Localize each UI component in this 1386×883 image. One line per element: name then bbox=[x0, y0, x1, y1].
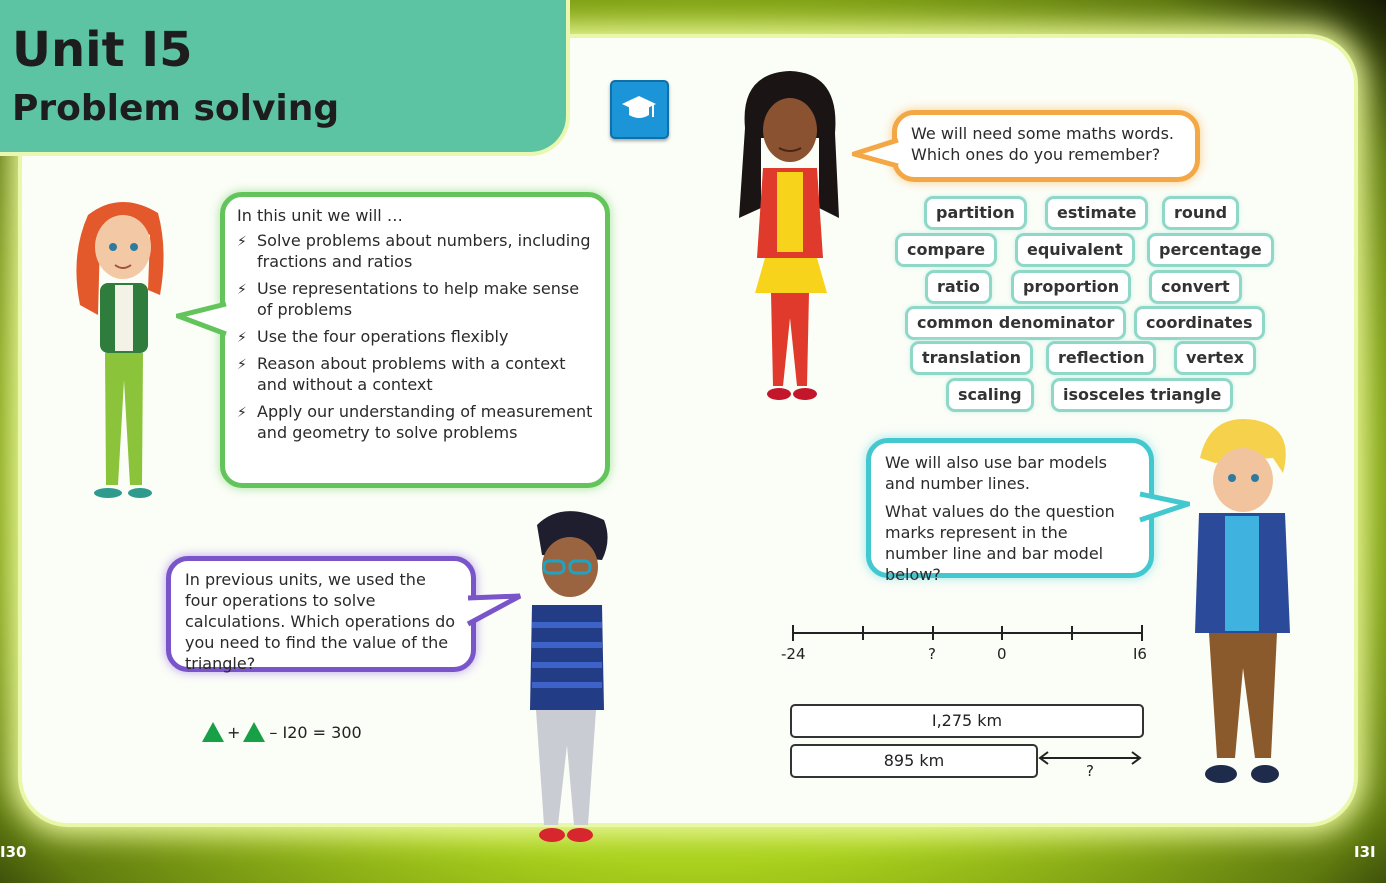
lightning-bolt-icon: ⚡ bbox=[237, 330, 247, 346]
maths-word-tag: partition bbox=[924, 196, 1027, 230]
plus-sign: + bbox=[227, 722, 241, 742]
speech-tail bbox=[176, 300, 228, 340]
girl-curly-hair-illustration bbox=[735, 68, 845, 408]
operations-speech-bubble bbox=[166, 556, 476, 672]
maths-word-tag: compare bbox=[895, 233, 997, 267]
girl-red-hair-illustration bbox=[60, 195, 180, 505]
speech-tail bbox=[1138, 490, 1190, 526]
lightning-bolt-icon: ⚡ bbox=[237, 405, 247, 421]
intro-lead: In this unit we will … bbox=[237, 206, 403, 225]
unit-subtitle: Problem solving bbox=[12, 88, 340, 129]
page-number-right: I3I bbox=[1354, 843, 1376, 861]
lightning-bolt-icon: ⚡ bbox=[237, 282, 247, 298]
objective-text: Reason about problems with a context and without a context bbox=[257, 354, 566, 394]
objective-text: Use the four operations flexibly bbox=[257, 327, 509, 346]
objective-item bbox=[237, 353, 593, 395]
triangle-icon bbox=[202, 722, 224, 742]
maths-word-tag: coordinates bbox=[1134, 306, 1265, 340]
bar-models-speech-bubble bbox=[866, 438, 1154, 584]
page-number-left: I30 bbox=[0, 843, 27, 861]
speech-tail bbox=[852, 136, 900, 170]
graduation-cap-icon bbox=[620, 92, 658, 126]
intro-speech-bubble bbox=[220, 192, 610, 488]
maths-word-tag: proportion bbox=[1011, 270, 1131, 304]
intro-objectives-list bbox=[237, 230, 593, 443]
objective-item bbox=[237, 230, 593, 272]
blond-boy-illustration bbox=[1185, 418, 1300, 790]
operations-text: In previous units, we used the four operations to solve calculations. Which operations do you need to find the value of the triangle? bbox=[185, 570, 456, 673]
maths-words-speech-bubble bbox=[892, 110, 1200, 182]
maths-word-tag: equivalent bbox=[1015, 233, 1135, 267]
bar-models-intro: We will also use bar models and number lines. bbox=[885, 453, 1107, 493]
number-line-label: 0 bbox=[997, 645, 1007, 663]
number-line-label: -24 bbox=[781, 645, 806, 663]
unit-header bbox=[0, 0, 566, 152]
objective-text: Solve problems about numbers, including fractions and ratios bbox=[257, 231, 591, 271]
maths-word-tag: round bbox=[1162, 196, 1239, 230]
bar-model-total: I,275 km bbox=[790, 704, 1144, 738]
maths-word-tag: isosceles triangle bbox=[1051, 378, 1233, 412]
lightning-bolt-icon: ⚡ bbox=[237, 357, 247, 373]
triangle-equation bbox=[202, 722, 362, 742]
equation-rest: – I20 = 300 bbox=[269, 722, 362, 742]
triangle-icon bbox=[243, 722, 265, 742]
maths-word-tag: reflection bbox=[1046, 341, 1156, 375]
graduation-cap-button[interactable] bbox=[610, 80, 669, 139]
boy-with-glasses-illustration bbox=[512, 505, 617, 850]
maths-word-tag: common denominator bbox=[905, 306, 1126, 340]
objective-text: Apply our understanding of measurement and geometry to solve problems bbox=[257, 402, 593, 442]
bar-model-unknown: ? bbox=[1086, 762, 1094, 780]
maths-word-tag: ratio bbox=[925, 270, 992, 304]
maths-word-tag: scaling bbox=[946, 378, 1034, 412]
objective-item bbox=[237, 278, 593, 320]
number-line-label: ? bbox=[928, 645, 936, 663]
maths-word-tag: estimate bbox=[1045, 196, 1148, 230]
maths-words-prompt: We will need some maths words. Which ones do you remember? bbox=[911, 124, 1175, 164]
maths-word-tag: translation bbox=[910, 341, 1033, 375]
bar-model-part: 895 km bbox=[790, 744, 1038, 778]
lightning-bolt-icon: ⚡ bbox=[237, 234, 247, 250]
unit-title: Unit I5 bbox=[12, 22, 193, 78]
objective-text: Use representations to help make sense of problems bbox=[257, 279, 580, 319]
bar-models-question: What values do the question marks represent in the number line and bar model below? bbox=[885, 502, 1115, 584]
objective-item bbox=[237, 326, 593, 347]
maths-word-tag: percentage bbox=[1147, 233, 1274, 267]
number-line-label: I6 bbox=[1133, 645, 1147, 663]
number-line bbox=[785, 620, 1155, 650]
objective-item bbox=[237, 401, 593, 443]
maths-word-tag: convert bbox=[1149, 270, 1242, 304]
maths-word-tag: vertex bbox=[1174, 341, 1256, 375]
